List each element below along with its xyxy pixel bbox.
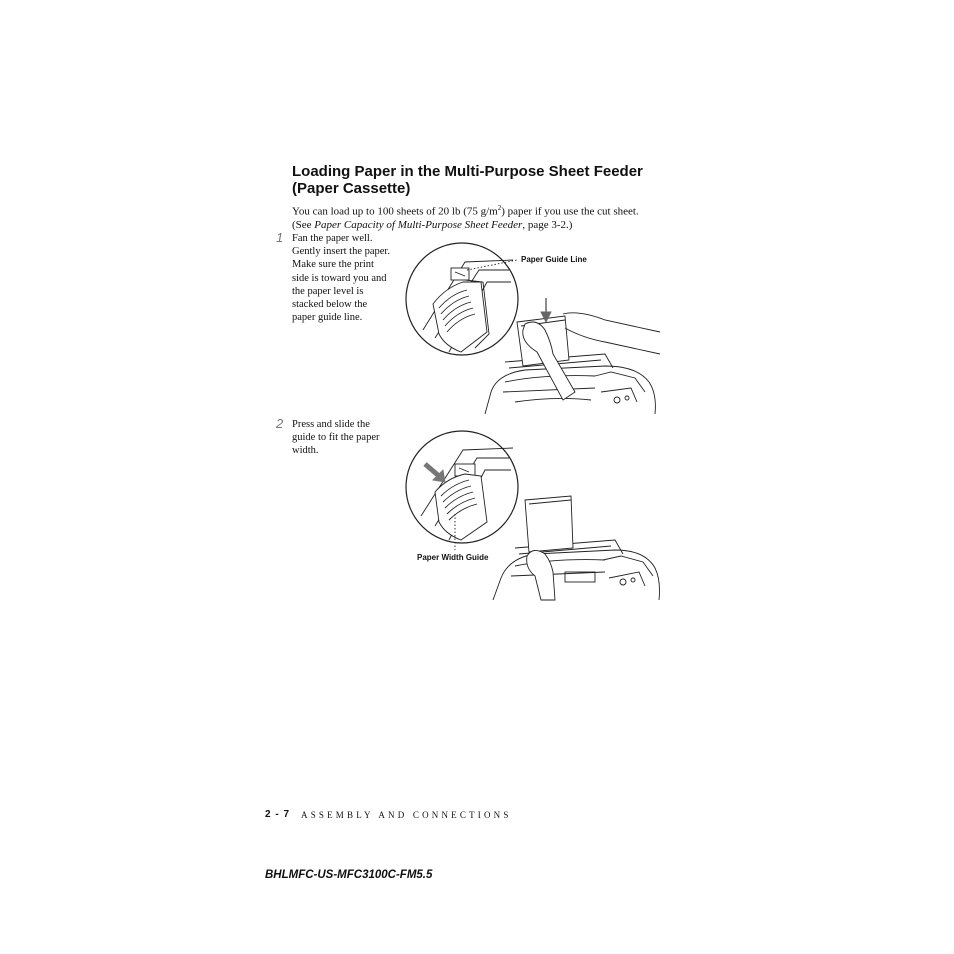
step-1-line: Fan the paper well. bbox=[292, 233, 373, 244]
intro-superscript: 2 bbox=[497, 204, 502, 212]
step-1-number: 1 bbox=[276, 230, 284, 245]
step-2-number: 2 bbox=[276, 416, 284, 431]
width-guide-illustration bbox=[405, 430, 660, 600]
step-1-line: Make sure the print bbox=[292, 259, 374, 271]
intro-line-1 bbox=[292, 202, 672, 219]
document-id: BHLMFC-US-MFC3100C-FM5.5 bbox=[265, 869, 433, 881]
intro-paragraph bbox=[292, 202, 672, 232]
step-1-line: stacked below the bbox=[292, 299, 368, 311]
intro-text-c: (See bbox=[292, 218, 315, 231]
intro-text-d: , page 3-2.) bbox=[522, 218, 573, 231]
cross-reference: Paper Capacity of Multi-Purpose Sheet Feeder bbox=[314, 218, 523, 231]
step-2-text bbox=[292, 418, 404, 458]
section-title-line-1: Loading Paper in the Multi-Purpose Sheet Feeder bbox=[292, 163, 643, 180]
step-1-text bbox=[292, 232, 404, 324]
paper-guide-line-callout: Paper Guide Line bbox=[521, 255, 587, 264]
step-2-line: Press and slide the bbox=[292, 419, 370, 430]
intro-line-2 bbox=[292, 219, 672, 232]
running-footer-section: ASSEMBLY AND CONNECTIONS bbox=[301, 810, 512, 820]
intro-text-a: You can load up to 100 sheets of 20 lb (75 g/m bbox=[292, 205, 498, 218]
intro-text-b: ) paper if you use the cut sheet. bbox=[501, 205, 639, 218]
step-1-line: side is toward you and bbox=[292, 272, 387, 284]
step-1-line: Gently insert the paper. bbox=[292, 246, 390, 258]
step-2-line: width. bbox=[292, 445, 319, 457]
step-2-line: guide to fit the paper bbox=[292, 432, 380, 444]
paper-insert-illustration bbox=[405, 242, 660, 414]
step-1-line: paper guide line. bbox=[292, 312, 363, 324]
paper-width-guide-callout: Paper Width Guide bbox=[417, 553, 489, 562]
step-1-line: the paper level is bbox=[292, 285, 364, 297]
page-number: 2 - 7 bbox=[265, 809, 291, 820]
section-title bbox=[292, 163, 643, 197]
section-title-line-2: (Paper Cassette) bbox=[292, 180, 411, 197]
